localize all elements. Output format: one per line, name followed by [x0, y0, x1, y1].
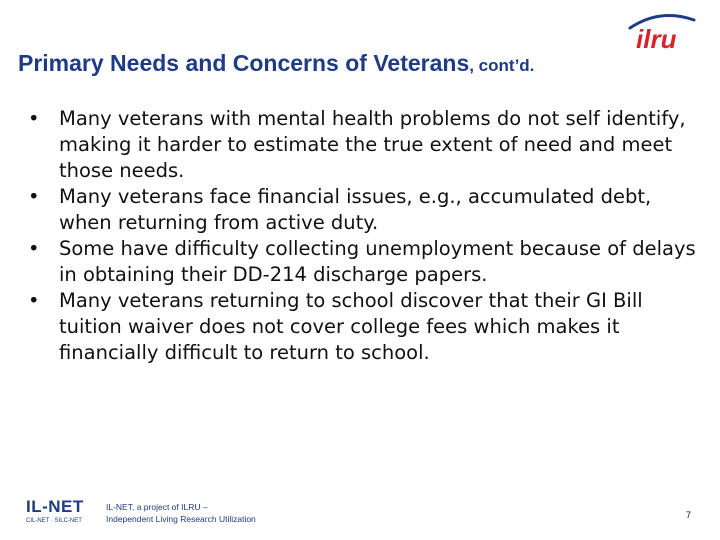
svg-text:ilru: ilru [636, 24, 677, 52]
bullet-icon: • [28, 107, 40, 130]
footer-line-2: Independent Living Research Utilization [106, 514, 256, 524]
footer-org-sub: CIL-NET · SILC-NET [26, 518, 82, 524]
title-main: Primary Needs and Concerns of Veterans [18, 50, 470, 76]
page-title [18, 50, 708, 77]
bullet-list [28, 106, 698, 366]
list-item [28, 288, 698, 366]
list-item [28, 106, 698, 184]
footer-org-name: IL-NET [26, 497, 84, 516]
bullet-icon: • [28, 237, 40, 260]
bullet-icon: • [28, 185, 40, 208]
ilru-logo-icon [622, 10, 698, 52]
bullet-text: Many veterans face financial issues, e.g., accumulated debt, when returning from active duty. [59, 185, 652, 234]
bullet-text: Some have difficulty collecting unemployment because of delays in obtaining their DD-214 discharge papers. [59, 237, 696, 286]
bullet-text: Many veterans returning to school discover that their GI Bill tuition waiver does not cover college fees which makes it financially difficult to return to school. [59, 289, 643, 364]
page-number: 7 [686, 510, 692, 520]
list-item [28, 236, 698, 288]
title-suffix: , cont’d. [469, 56, 535, 75]
list-item [28, 184, 698, 236]
footer-line-1: IL-NET, a project of ILRU – [106, 502, 208, 512]
il-net-logo-icon [24, 497, 284, 527]
bullet-icon: • [28, 289, 40, 312]
bullet-text: Many veterans with mental health problems do not self identify, making it harder to estimate the true extent of need and meet those needs. [59, 107, 686, 182]
